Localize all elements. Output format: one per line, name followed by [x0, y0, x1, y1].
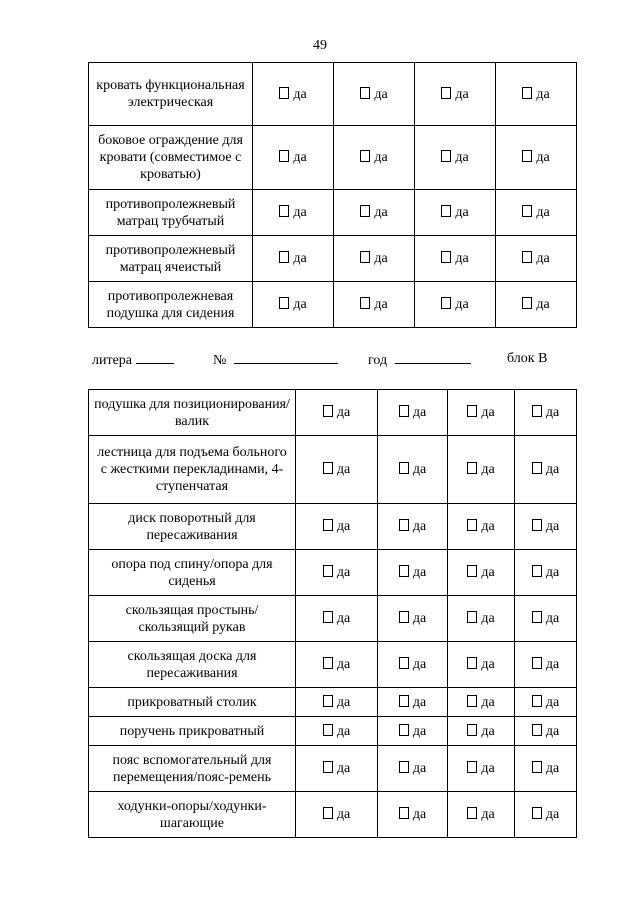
checkbox-icon[interactable] — [532, 807, 542, 819]
checkbox-icon[interactable] — [467, 565, 477, 577]
check-label: да — [545, 761, 560, 776]
check-cell[interactable] — [378, 390, 448, 436]
check-cell[interactable] — [296, 504, 378, 550]
check-cell[interactable] — [378, 717, 448, 746]
check-cell[interactable] — [296, 642, 378, 688]
check-cell[interactable] — [515, 746, 577, 792]
table-row — [89, 63, 577, 126]
check-label: да — [536, 86, 550, 102]
check-label: да — [481, 723, 495, 739]
checkbox-icon[interactable] — [441, 251, 451, 263]
check-label: да — [336, 657, 351, 672]
check-label: да — [374, 205, 388, 220]
check-cell[interactable] — [378, 688, 448, 717]
check-cell[interactable] — [334, 190, 415, 236]
check-cell[interactable] — [415, 126, 496, 190]
checkbox-icon[interactable] — [360, 251, 370, 263]
check-cell[interactable] — [334, 126, 415, 190]
check-cell[interactable] — [415, 190, 496, 236]
checkbox-icon[interactable] — [399, 611, 409, 623]
checkbox-icon[interactable] — [323, 519, 333, 531]
check-label: да — [374, 86, 388, 102]
checkbox-icon[interactable] — [532, 724, 542, 736]
checkbox-icon[interactable] — [522, 297, 532, 309]
checkbox-icon[interactable] — [399, 807, 409, 819]
checkbox-icon[interactable] — [467, 519, 477, 531]
check-label: да — [412, 657, 427, 672]
check-label: да — [293, 251, 307, 266]
check-label: да — [481, 807, 495, 822]
row-label: противопролежневая подушка для сидения — [89, 282, 253, 328]
check-label: да — [545, 462, 560, 477]
row-label: пояс вспомогательный для перемещения/пояс-ремень — [89, 746, 296, 792]
checkbox-icon[interactable] — [467, 695, 477, 707]
row-label: противопролежневый матрац трубчатый — [89, 190, 253, 236]
checkbox-icon[interactable] — [522, 251, 532, 263]
checkbox-icon[interactable] — [323, 462, 333, 474]
check-label: да — [412, 565, 427, 580]
check-cell[interactable] — [296, 596, 378, 642]
row-label: подушка для позиционирования/валик — [89, 390, 296, 436]
checkbox-icon[interactable] — [522, 150, 532, 162]
checkbox-icon[interactable] — [323, 565, 333, 577]
check-cell[interactable] — [496, 63, 577, 126]
check-cell[interactable] — [378, 746, 448, 792]
checkbox-icon[interactable] — [399, 761, 409, 773]
row-label: диск поворотный для пересаживания — [89, 504, 296, 550]
checkbox-icon[interactable] — [360, 297, 370, 309]
checkbox-icon[interactable] — [532, 519, 542, 531]
checkbox-icon[interactable] — [522, 205, 532, 217]
checkbox-icon[interactable] — [532, 462, 542, 474]
check-cell[interactable] — [253, 190, 334, 236]
checkbox-icon[interactable] — [279, 87, 289, 99]
checkbox-icon[interactable] — [399, 657, 409, 669]
table-row — [89, 282, 577, 328]
check-label: да — [455, 251, 469, 266]
block-label: блок В — [507, 351, 548, 366]
page-number: 49 — [313, 38, 327, 53]
check-label: да — [536, 251, 550, 266]
check-cell[interactable] — [515, 688, 577, 717]
year-field[interactable] — [368, 351, 471, 369]
table-row — [89, 190, 577, 236]
checkbox-icon[interactable] — [279, 150, 289, 162]
equipment-table-1 — [88, 62, 577, 328]
check-label: да — [481, 462, 495, 477]
check-label: да — [481, 761, 495, 776]
check-label: да — [336, 462, 351, 477]
table-row — [89, 717, 577, 746]
check-cell[interactable] — [378, 596, 448, 642]
table-row — [89, 596, 577, 642]
check-cell[interactable] — [378, 792, 448, 838]
check-label: да — [293, 86, 307, 102]
check-label: да — [545, 405, 560, 420]
check-label: да — [336, 807, 351, 822]
check-label: да — [545, 565, 560, 580]
row-label: скользящая доска для пересаживания — [89, 642, 296, 688]
row-label: опора под спину/опора для сиденья — [89, 550, 296, 596]
check-label: да — [336, 694, 351, 710]
table-row — [89, 550, 577, 596]
check-label: да — [545, 694, 560, 710]
checkbox-icon[interactable] — [323, 611, 333, 623]
check-label: да — [412, 694, 427, 710]
table-row — [89, 746, 577, 792]
table-row — [89, 390, 577, 436]
table-row — [89, 436, 577, 504]
check-label: да — [481, 611, 495, 626]
checkbox-icon[interactable] — [532, 695, 542, 707]
check-cell[interactable] — [448, 642, 515, 688]
checkbox-icon[interactable] — [323, 695, 333, 707]
check-label: да — [545, 657, 560, 672]
checkbox-icon[interactable] — [522, 87, 532, 99]
check-label: да — [336, 405, 351, 420]
checkbox-icon[interactable] — [323, 657, 333, 669]
check-label: да — [455, 86, 469, 102]
check-label: да — [536, 150, 550, 165]
checkbox-icon[interactable] — [441, 150, 451, 162]
check-cell[interactable] — [334, 282, 415, 328]
number-field[interactable] — [213, 351, 338, 369]
check-label: да — [412, 405, 427, 420]
checkbox-icon[interactable] — [399, 405, 409, 417]
table-row — [89, 688, 577, 717]
row-label: скользящая простынь/скользящий рукав — [89, 596, 296, 642]
check-label: да — [412, 761, 427, 776]
check-cell[interactable] — [253, 282, 334, 328]
checkbox-icon[interactable] — [399, 565, 409, 577]
row-label: поручень прикроватный — [89, 717, 296, 746]
row-label: ходунки-опоры/ходунки-шагающие — [89, 792, 296, 838]
check-label: да — [293, 297, 307, 312]
litera-blank[interactable] — [136, 351, 174, 364]
check-cell[interactable] — [296, 550, 378, 596]
check-label: да — [481, 694, 495, 710]
check-label: да — [336, 761, 351, 776]
check-label: да — [412, 723, 427, 739]
checkbox-icon[interactable] — [323, 724, 333, 736]
check-cell[interactable] — [448, 390, 515, 436]
check-cell[interactable] — [496, 282, 577, 328]
check-label: да — [545, 807, 560, 822]
check-label: да — [545, 611, 560, 626]
check-cell[interactable] — [296, 688, 378, 717]
number-label: № — [213, 353, 227, 368]
checkbox-icon[interactable] — [441, 205, 451, 217]
check-label: да — [374, 150, 388, 165]
table-row — [89, 126, 577, 190]
check-cell[interactable] — [515, 390, 577, 436]
check-label: да — [412, 462, 427, 477]
table-row — [89, 642, 577, 688]
checkbox-icon[interactable] — [467, 462, 477, 474]
checkbox-icon[interactable] — [532, 611, 542, 623]
checkbox-icon[interactable] — [360, 87, 370, 99]
checkbox-icon[interactable] — [467, 611, 477, 623]
check-cell[interactable] — [415, 282, 496, 328]
check-label: да — [481, 565, 495, 580]
checkbox-icon[interactable] — [323, 807, 333, 819]
check-label: да — [336, 565, 351, 580]
check-cell[interactable] — [253, 236, 334, 282]
check-cell[interactable] — [253, 63, 334, 126]
check-label: да — [536, 205, 550, 220]
check-cell[interactable] — [515, 596, 577, 642]
check-cell[interactable] — [515, 717, 577, 746]
check-cell[interactable] — [415, 63, 496, 126]
checkbox-icon[interactable] — [441, 87, 451, 99]
check-cell[interactable] — [448, 436, 515, 504]
checkbox-icon[interactable] — [323, 405, 333, 417]
checkbox-icon[interactable] — [532, 405, 542, 417]
checkbox-icon[interactable] — [279, 251, 289, 263]
check-label: да — [336, 519, 351, 534]
equipment-table-2 — [88, 389, 577, 838]
year-label: год — [368, 353, 388, 368]
number-blank[interactable] — [234, 351, 338, 364]
check-cell[interactable] — [378, 550, 448, 596]
checkbox-icon[interactable] — [399, 695, 409, 707]
check-cell[interactable] — [515, 504, 577, 550]
check-label: да — [374, 297, 388, 312]
row-label: противопролежневый матрац ячеистый — [89, 236, 253, 282]
checkbox-icon[interactable] — [323, 761, 333, 773]
year-blank[interactable] — [395, 351, 471, 364]
check-cell[interactable] — [448, 596, 515, 642]
check-label: да — [536, 297, 550, 312]
check-label: да — [412, 519, 427, 534]
check-label: да — [336, 723, 351, 739]
check-cell[interactable] — [515, 550, 577, 596]
check-cell[interactable] — [334, 236, 415, 282]
checkbox-icon[interactable] — [467, 761, 477, 773]
checkbox-icon[interactable] — [467, 657, 477, 669]
check-cell[interactable] — [378, 436, 448, 504]
check-cell[interactable] — [296, 436, 378, 504]
check-label: да — [545, 519, 560, 534]
check-cell[interactable] — [496, 236, 577, 282]
check-cell[interactable] — [515, 436, 577, 504]
checkbox-icon[interactable] — [441, 297, 451, 309]
check-cell[interactable] — [378, 504, 448, 550]
checkbox-icon[interactable] — [360, 205, 370, 217]
check-label: да — [455, 205, 469, 220]
checkbox-icon[interactable] — [467, 724, 477, 736]
check-cell[interactable] — [496, 190, 577, 236]
check-label: да — [412, 611, 427, 626]
check-cell[interactable] — [334, 63, 415, 126]
check-cell[interactable] — [448, 746, 515, 792]
checkbox-icon[interactable] — [279, 297, 289, 309]
row-label: кровать функциональная электрическая — [89, 63, 253, 126]
check-cell[interactable] — [448, 550, 515, 596]
table-row — [89, 504, 577, 550]
checkbox-icon[interactable] — [467, 807, 477, 819]
row-label: лестница для подъема больного с жесткими перекладинами, 4-ступенчатая — [89, 436, 296, 504]
row-label: боковое ограждение для кровати (совместимое с кроватью) — [89, 126, 253, 190]
check-label: да — [374, 251, 388, 266]
checkbox-icon[interactable] — [399, 462, 409, 474]
check-label: да — [481, 405, 495, 420]
check-cell[interactable] — [296, 717, 378, 746]
checkbox-icon[interactable] — [399, 519, 409, 531]
check-cell[interactable] — [515, 642, 577, 688]
table-row — [89, 792, 577, 838]
check-cell[interactable] — [496, 126, 577, 190]
check-cell[interactable] — [448, 792, 515, 838]
check-label: да — [293, 205, 307, 220]
check-label: да — [545, 723, 560, 739]
check-cell[interactable] — [448, 717, 515, 746]
check-cell[interactable] — [448, 504, 515, 550]
check-label: да — [455, 297, 469, 312]
litera-label: литера — [92, 353, 133, 368]
checkbox-icon[interactable] — [279, 205, 289, 217]
check-cell[interactable] — [415, 236, 496, 282]
table-row — [89, 236, 577, 282]
check-label: да — [481, 519, 495, 534]
check-cell[interactable] — [515, 792, 577, 838]
check-label: да — [481, 657, 495, 672]
check-label: да — [412, 807, 427, 822]
checkbox-icon[interactable] — [532, 565, 542, 577]
check-label: да — [455, 150, 469, 165]
check-label: да — [293, 150, 307, 165]
checkbox-icon[interactable] — [360, 150, 370, 162]
checkbox-icon[interactable] — [467, 405, 477, 417]
check-label: да — [336, 611, 351, 626]
checkbox-icon[interactable] — [532, 657, 542, 669]
checkbox-icon[interactable] — [532, 761, 542, 773]
checkbox-icon[interactable] — [399, 724, 409, 736]
check-cell[interactable] — [296, 792, 378, 838]
check-cell[interactable] — [253, 126, 334, 190]
litera-field[interactable] — [92, 351, 174, 369]
check-cell[interactable] — [296, 390, 378, 436]
check-cell[interactable] — [448, 688, 515, 717]
check-cell[interactable] — [296, 746, 378, 792]
row-label: прикроватный столик — [89, 688, 296, 717]
check-cell[interactable] — [378, 642, 448, 688]
